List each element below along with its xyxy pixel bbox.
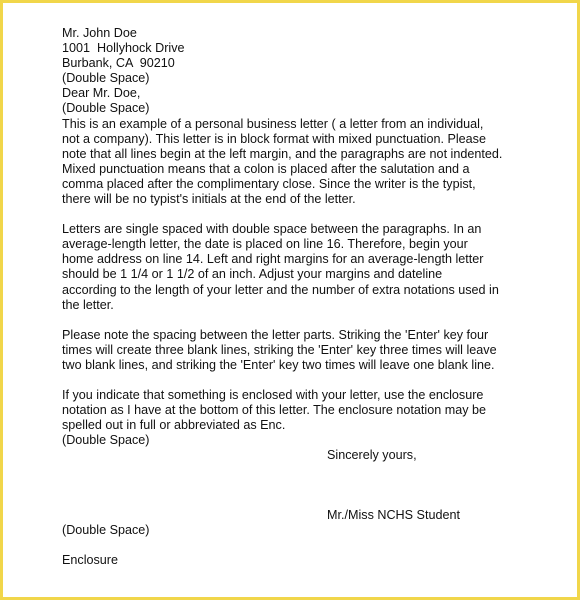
paragraph-line: note that all lines begin at the left margin, and the paragraphs are not indented. — [62, 146, 503, 161]
paragraph-line: notation as I have at the bottom of this letter. The enclosure notation may be — [62, 403, 487, 418]
letter-body — [62, 26, 532, 568]
paragraph-line: Letters are single spaced with double space between the paragraphs. In an — [62, 222, 482, 237]
paragraph-line: average-length letter, the date is placed on line 16. Therefore, begin your — [62, 237, 468, 252]
paragraph-gap — [62, 313, 532, 328]
paragraph-3 — [62, 328, 532, 373]
paragraph-line: spelled out in full or abbreviated as Enc. — [62, 418, 286, 433]
paragraph-4 — [62, 388, 532, 433]
closing-block — [62, 448, 532, 568]
paragraph-line: the letter. — [62, 297, 114, 312]
paragraph-line: not a company). This letter is in block format with mixed punctuation. Please — [62, 131, 486, 146]
paragraph-line: according to the length of your letter and the number of extra notations used in — [62, 282, 499, 297]
paragraph-line: times will create three blank lines, striking the 'Enter' key three times will leave — [62, 342, 497, 357]
paragraph-line: If you indicate that something is enclosed with your letter, use the enclosure — [62, 387, 484, 402]
complimentary-close: Sincerely yours, — [327, 448, 417, 463]
paragraph-gap — [62, 207, 532, 222]
spacing-note: (Double Space) — [62, 101, 150, 116]
spacing-note: (Double Space) — [62, 71, 150, 86]
signature-name: Mr./Miss NCHS Student — [327, 508, 460, 523]
salutation: Dear Mr. Doe, — [62, 86, 141, 101]
enclosure-notation: Enclosure — [62, 553, 119, 568]
letter-page — [3, 3, 577, 597]
paragraph-gap — [62, 373, 532, 388]
sender-name: Mr. John Doe — [62, 26, 137, 40]
paragraph-line: there will be no typist's initials at the end of the letter. — [62, 192, 356, 207]
paragraph-line: comma placed after the complimentary close. Since the writer is the typist, — [62, 176, 476, 191]
paragraph-2 — [62, 222, 532, 313]
paragraph-line: Mixed punctuation means that a colon is placed after the salutation and a — [62, 161, 470, 176]
paragraph-line: home address on line 14. Left and right margins for an average-length letter — [62, 252, 484, 267]
sender-street: 1001 Hollyhock Drive — [62, 41, 185, 56]
paragraph-line: two blank lines, and striking the 'Enter' key two times will leave one blank line. — [62, 357, 495, 372]
spacing-note: (Double Space) — [62, 523, 150, 538]
paragraph-1 — [62, 117, 532, 208]
paragraph-line: Please note the spacing between the letter parts. Striking the 'Enter' key four — [62, 327, 489, 342]
paragraph-line: This is an example of a personal business letter ( a letter from an individual, — [62, 116, 484, 131]
paragraph-line: should be 1 1/4 or 1 1/2 of an inch. Adjust your margins and dateline — [62, 267, 443, 282]
sender-city: Burbank, CA 90210 — [62, 56, 175, 71]
spacing-note: (Double Space) — [62, 433, 150, 448]
